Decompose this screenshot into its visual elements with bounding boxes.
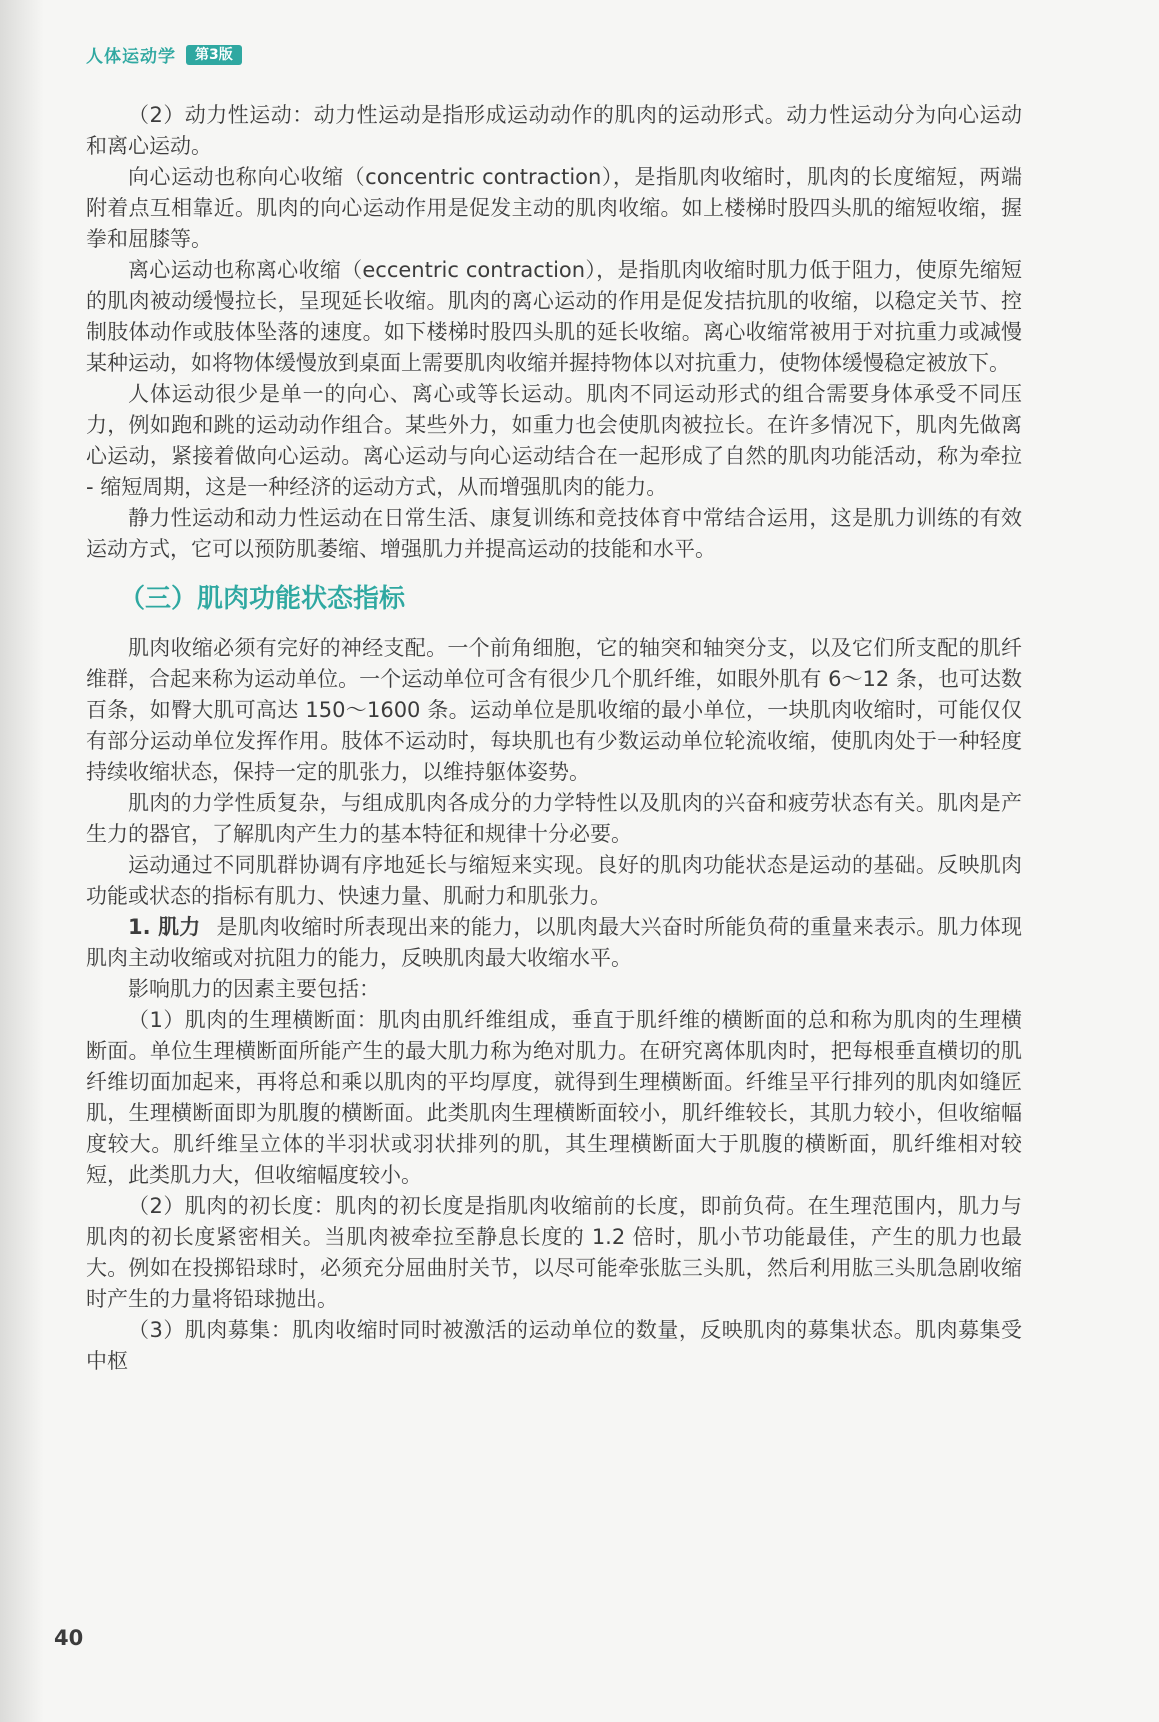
page-body-text — [86, 100, 1022, 1377]
section-heading: （三）肌肉功能状态指标 — [119, 584, 406, 614]
paragraph: 肌肉的力学性质复杂，与组成肌肉各成分的力学特性以及肌肉的兴奋和疲劳状态有关。肌肉是产生力的器官，了解肌肉产生力的基本特征和规律十分必要。 — [86, 791, 1022, 846]
paragraph: （1）肌肉的生理横断面：肌肉由肌纤维组成，垂直于肌纤维的横断面的总和称为肌肉的生理横断面。单位生理横断面所能产生的最大肌力称为绝对肌力。在研究离体肌肉时，把每根垂直横切的肌纤维切面加起来，再将总和乘以肌肉的平均厚度，就得到生理横断面。纤维呈平行排列的肌肉如缝匠肌，生理横断面即为肌腹的横断面。此类肌肉生理横断面较小，肌纤维较长，其肌力较小，但收缩幅度较大。肌纤维呈立体的半羽状或羽状排列的肌，其生理横断面大于肌腹的横断面，肌纤维相对较短，此类肌力大，但收缩幅度较小。 — [86, 1008, 1022, 1187]
page-binding-shadow — [0, 0, 44, 1722]
book-title: 人体运动学 — [86, 47, 176, 67]
paragraph: 运动通过不同肌群协调有序地延长与缩短来实现。良好的肌肉功能状态是运动的基础。反映肌肉功能或状态的指标有肌力、快速力量、肌耐力和肌张力。 — [86, 853, 1022, 908]
paragraph — [86, 912, 1022, 974]
page-number: 40 — [54, 1626, 84, 1650]
paragraph: 离心运动也称离心收缩（eccentric contraction），是指肌肉收缩时肌力低于阻力，使原先缩短的肌肉被动缓慢拉长，呈现延长收缩。肌肉的离心运动的作用是促发拮抗肌的收缩，以稳定关节、控制肢体动作或肢体坠落的速度。如下楼梯时股四头肌的延长收缩。离心收缩常被用于对抗重力或减慢某种运动，如将物体缓慢放到桌面上需要肌肉收缩并握持物体以对抗重力，使物体缓慢稳定被放下。 — [86, 258, 1022, 375]
edition-badge: 第3版 — [186, 45, 242, 65]
term-text: 是肌肉收缩时所表现出来的能力，以肌肉最大兴奋时所能负荷的重量来表示。肌力体现肌肉主动收缩或对抗阻力的能力，反映肌肉最大收缩水平。 — [86, 915, 1022, 970]
term-label: 1. 肌力 — [128, 915, 201, 939]
paragraph: 肌肉收缩必须有完好的神经支配。一个前角细胞，它的轴突和轴突分支，以及它们所支配的肌纤维群，合起来称为运动单位。一个运动单位可含有很少几个肌纤维，如眼外肌有 6～12 条，也可达数百条，如臀大肌可高达 150～1600 条。运动单位是肌收缩的最小单位，一块肌肉收缩时，可能仅仅有部分运动单位发挥作用。肢体不运动时，每块肌也有少数运动单位轮流收缩，使肌肉处于一种轻度持续收缩状态，保持一定的肌张力，以维持躯体姿势。 — [86, 636, 1022, 784]
paragraph: （2）肌肉的初长度：肌肉的初长度是指肌肉收缩前的长度，即前负荷。在生理范围内，肌力与肌肉的初长度紧密相关。当肌肉被牵拉至静息长度的 1.2 倍时，肌小节功能最佳，产生的肌力也最大。例如在投掷铅球时，必须充分屈曲肘关节，以尽可能牵张肱三头肌，然后利用肱三头肌急剧收缩时产生的力量将铅球抛出。 — [86, 1194, 1022, 1311]
page-header — [86, 42, 242, 67]
paragraph: （2）动力性运动：动力性运动是指形成运动动作的肌肉的运动形式。动力性运动分为向心运动和离心运动。 — [86, 103, 1022, 158]
paragraph: 向心运动也称向心收缩（concentric contraction），是指肌肉收缩时，肌肉的长度缩短，两端附着点互相靠近。肌肉的向心运动作用是促发主动的肌肉收缩。如上楼梯时股四头肌的缩短收缩，握拳和屈膝等。 — [86, 165, 1022, 251]
paragraph: （3）肌肉募集：肌肉收缩时同时被激活的运动单位的数量，反映肌肉的募集状态。肌肉募集受中枢 — [86, 1318, 1022, 1373]
paragraph: 影响肌力的因素主要包括： — [128, 977, 380, 1001]
paragraph: 静力性运动和动力性运动在日常生活、康复训练和竞技体育中常结合运用，这是肌力训练的有效运动方式，它可以预防肌萎缩、增强肌力并提高运动的技能和水平。 — [86, 506, 1022, 561]
paragraph: 人体运动很少是单一的向心、离心或等长运动。肌肉不同运动形式的组合需要身体承受不同压力，例如跑和跳的运动动作组合。某些外力，如重力也会使肌肉被拉长。在许多情况下，肌肉先做离心运动，紧接着做向心运动。离心运动与向心运动结合在一起形成了自然的肌肉功能活动，称为牵拉 - 缩短周期，这是一种经济的运动方式，从而增强肌肉的能力。 — [86, 382, 1022, 499]
